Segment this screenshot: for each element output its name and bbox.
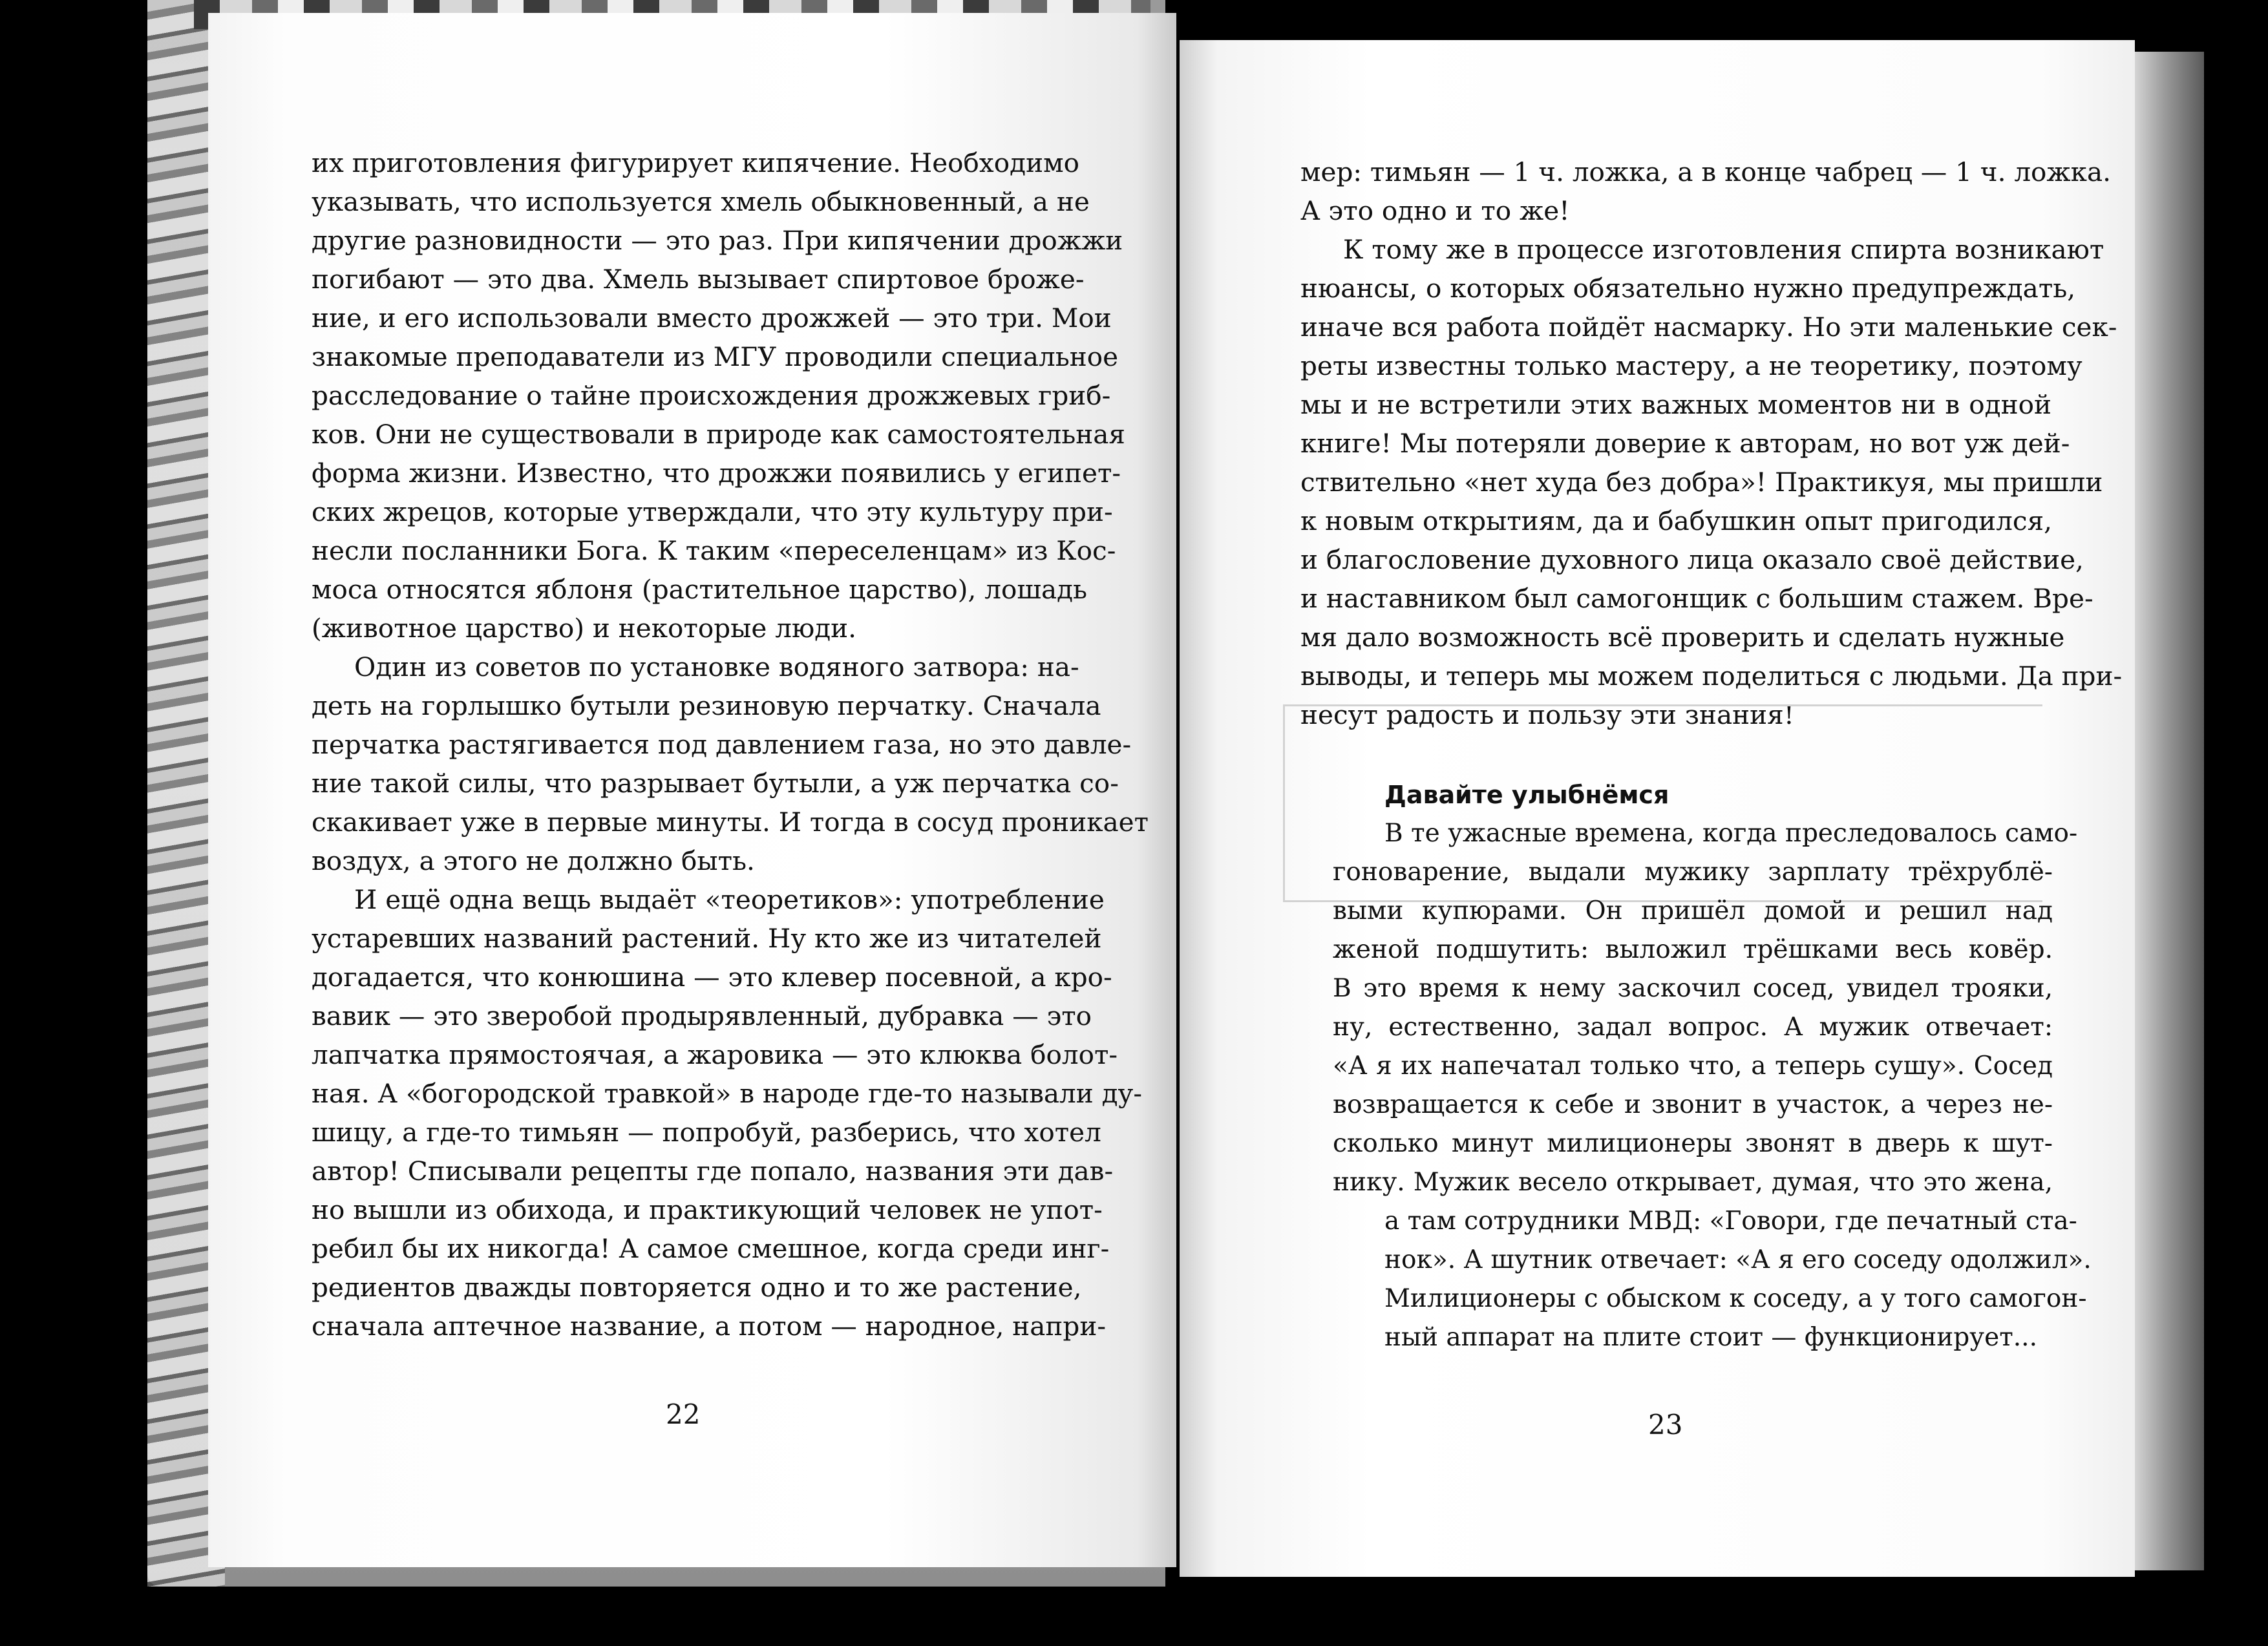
text-line: догадается, что конюшина — это клевер посевной, а кро- [312,962,1112,993]
text-line: указывать, что используется хмель обыкновенный, а не [312,186,1090,217]
text-line: К тому же в процессе изготовления спирта возникают [1343,234,2104,265]
text-line: мы и не встретили этих важных моментов ни в одной [1300,389,2051,420]
sidebar-body-continued [1384,1202,2092,1357]
text-line: нок». А шутник отвечает: «А я его соседу одолжил». [1384,1245,2092,1274]
text-line: ну, естественно, задал вопрос. А мужик отвечает: [1333,1013,2053,1042]
text-line: реты известны только мастеру, а не теоретику, поэтому [1300,350,2083,381]
text-line: и наставником был самогонщик с большим стажем. Вре- [1300,583,2093,614]
text-line: сначала аптечное название, а потом — народное, напри- [312,1311,1107,1342]
text-line: а там сотрудники МВД: «Говори, где печатный ста- [1384,1207,2077,1236]
text-line: деть на горлышко бутыли резиновую перчатку. Сначала [312,690,1101,721]
text-line: ков. Они не существовали в природе как самостоятельная [312,419,1125,450]
text-line: А это одно и то же! [1300,195,1570,226]
text-line: автор! Списывали рецепты где попало, названия эти дав- [312,1155,1114,1187]
text-line: но вышли из обихода, и практикующий человек не упот- [312,1194,1103,1225]
sidebar-body [1333,814,2078,1202]
text-line: выми купюрами. Он пришёл домой и решил над [1333,896,2053,925]
text-line: женой подшутить: выложил трёшками весь ковёр. [1333,935,2053,964]
book-cover-right [2133,52,2204,1570]
text-line: возвращается к себе и звонит в участок, а через не- [1333,1090,2053,1119]
text-line: скакивает уже в первые минуты. И тогда в сосуд проникает [312,807,1149,838]
left-page-text [312,143,1149,1345]
text-line: ребил бы их никогда! А самое смешное, когда среди инг- [312,1233,1110,1264]
text-line: редиентов дважды повторяется одно и то же растение, [312,1272,1082,1303]
right-page-text [1300,153,2123,734]
text-line: к новым открытиям, да и бабушкин опыт пригодился, [1300,505,2052,536]
text-line: иначе вся работа пойдёт насмарку. Но эти маленькие сек- [1300,311,2117,343]
text-line: лапчатка прямостоячая, а жаровика — это клюква болот- [312,1039,1118,1070]
text-line: книге! Мы потеряли доверие к авторам, но вот уж дей- [1300,428,2070,459]
text-line: погибают — это два. Хмель вызывает спиртовое броже- [312,264,1085,295]
text-line: форма жизни. Известно, что дрожжи появились у египет- [312,458,1121,489]
page-number-right: 23 [1648,1409,1683,1440]
text-line: мя дало возможность всё проверить и сделать нужные [1300,622,2065,653]
sidebar-joke [1384,776,2053,814]
text-line: ние такой силы, что разрывает бутыли, а уж перчатка со- [312,768,1119,799]
text-line: знакомые преподаватели из МГУ проводили специальное [312,341,1119,372]
text-line: шицу, а где-то тимьян — попробуй, разберись, что хотел [312,1117,1101,1148]
text-line: ная. А «богородской травкой» в народе где-то называли ду- [312,1078,1143,1109]
text-line: В это время к нему заскочил сосед, увидел трояки, [1333,974,2053,1003]
text-line: нюансы, о которых обязательно нужно предупреждать, [1300,273,2076,304]
text-line: вавик — это зверобой продырявленный, дубравка — это [312,1000,1092,1031]
text-line: гоноварение, выдали мужику зарплату трёхрублё- [1333,858,2053,887]
text-line: выводы, и теперь мы можем поделиться с людьми. Да при- [1300,660,2123,691]
text-line: нику. Мужик весело открывает, думая, что это жена, [1333,1168,2053,1197]
text-line: Один из советов по установке водяного затвора: на- [354,651,1079,682]
text-line: устаревших названий растений. Ну кто же из читателей [312,923,1102,954]
text-line: несли посланники Бога. К таким «переселенцам» из Кос- [312,535,1116,566]
text-line: В те ужасные времена, когда преследовалось само- [1384,819,2078,848]
text-line: перчатка растягивается под давлением газа, но это давле- [312,729,1132,760]
text-line: сколько минут милиционеры звонят в дверь к шут- [1333,1129,2053,1158]
text-line: ствительно «нет худа без добра»! Практикуя, мы пришли [1300,467,2103,498]
text-line: (животное царство) и некоторые люди. [312,613,857,644]
text-line: И ещё одна вещь выдаёт «теоретиков»: употребление [354,884,1105,915]
text-line: и благословение духовного лица оказало своё действие, [1300,544,2084,575]
text-line: воздух, а этого не должно быть. [312,845,755,876]
text-line: несут радость и пользу эти знания! [1300,699,1794,730]
sidebar-title: Давайте улыбнёмся [1384,781,1669,809]
text-line: ный аппарат на плите стоит — функционирует... [1384,1323,2037,1352]
text-line: расследование о тайне происхождения дрожжевых гриб- [312,380,1111,411]
text-line: ние, и его использовали вместо дрожжей — это три. Мои [312,302,1112,333]
page-number-left: 22 [666,1398,701,1430]
text-line: их приготовления фигурирует кипячение. Необходимо [312,147,1079,178]
text-line: ских жрецов, которые утверждали, что эту культуру при- [312,496,1113,527]
text-line: мер: тимьян — 1 ч. ложка, а в конце чабрец — 1 ч. ложка. [1300,156,2112,187]
text-line: Милиционеры с обыском к соседу, а у того самогон- [1384,1284,2087,1313]
text-line: «А я их напечатал только что, а теперь сушу». Сосед [1333,1051,2053,1081]
text-line: моса относятся яблоня (растительное царство), лошадь [312,574,1088,605]
text-line: другие разновидности — это раз. При кипячении дрожжи [312,225,1123,256]
